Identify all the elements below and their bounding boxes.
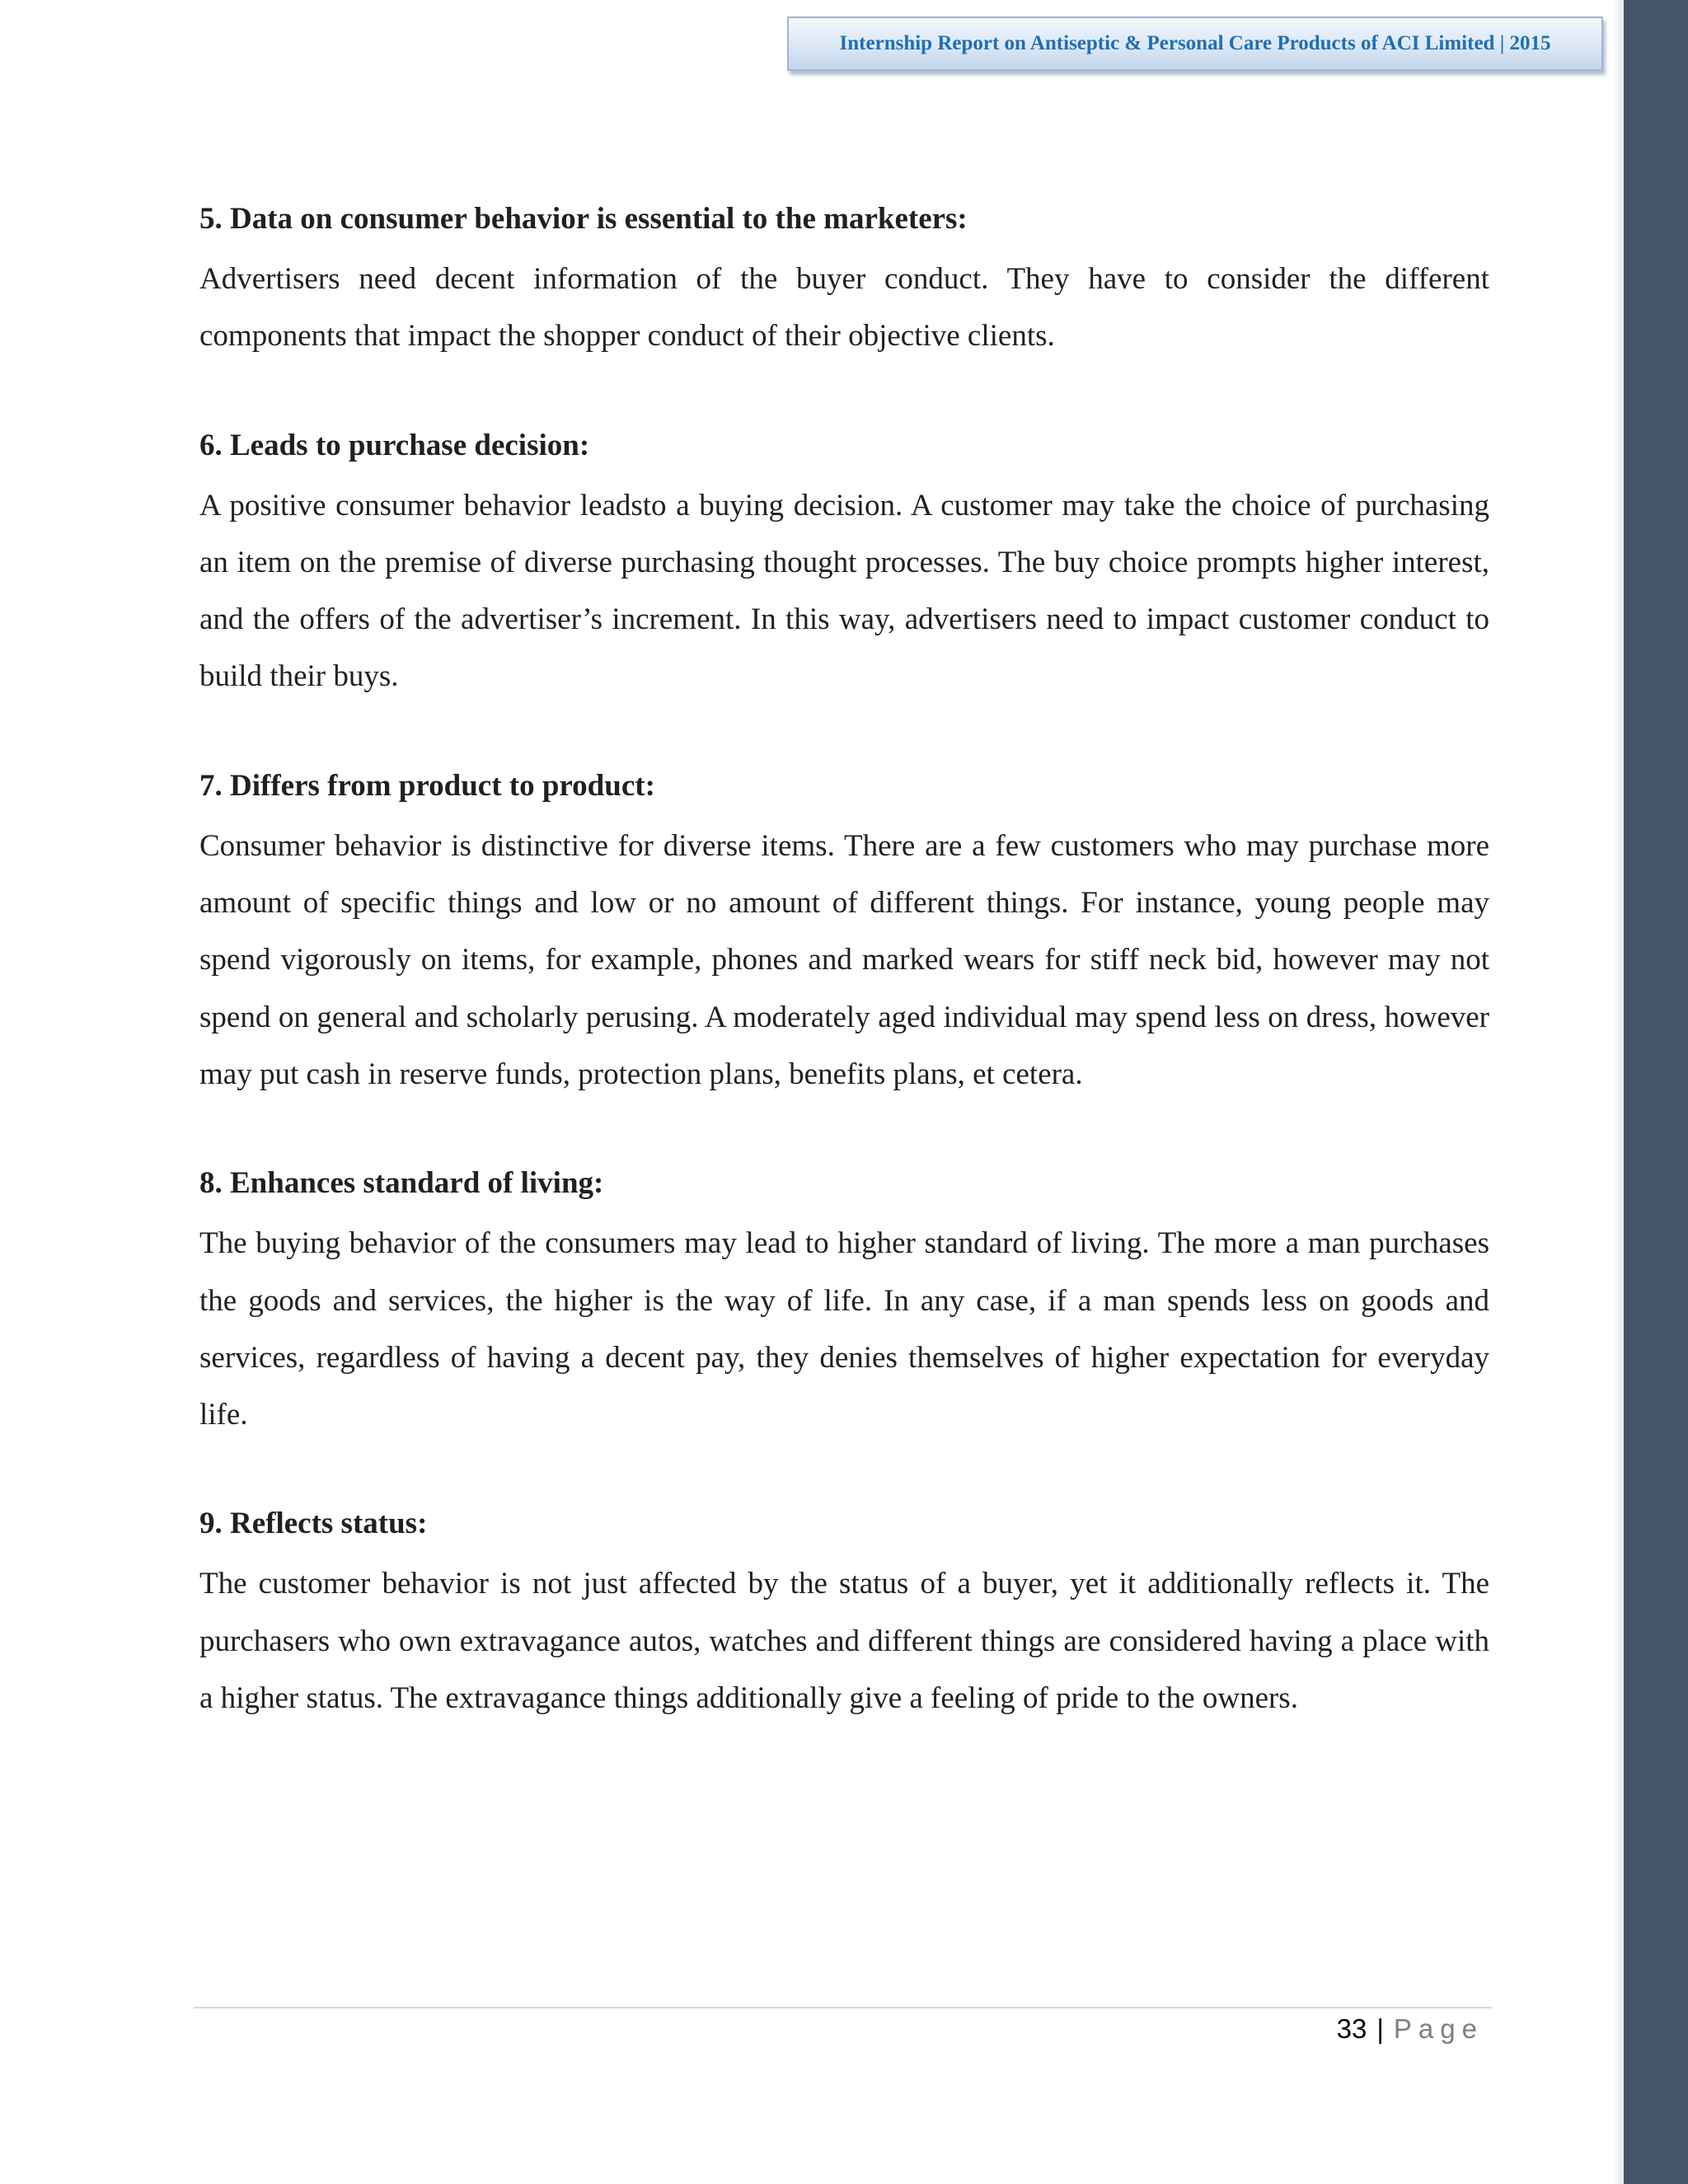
section-reflects-status [199, 1499, 1489, 1727]
section-paragraph: Advertisers need decent information of the buyer conduct. They have to consider the different components that impact the shopper conduct of their objective clients. [199, 262, 1489, 354]
sidebar-shadow [1612, 0, 1624, 2184]
section-purchase-decision [199, 421, 1489, 705]
page-side-bar [1624, 0, 1688, 2184]
section-heading: 9. Reflects status: [199, 1507, 428, 1541]
section-paragraph: Consumer behavior is distinctive for diverse items. There are a few customers who may purchase more amount of specific things and low or no amount of different things. For instance, young people may spend vigorously on items, for example, phones and marked wears for stiff neck bid, however may not spend on general and scholarly perusing. A moderately aged individual may spend less on dress, however may put cash in reserve funds, protection plans, benefits plans, et cetera. [199, 828, 1489, 1091]
page-number: 33 [1336, 2013, 1367, 2044]
section-heading: 8. Enhances standard of living: [199, 1166, 604, 1201]
section-heading: 7. Differs from product to product: [199, 768, 655, 803]
footer-divider [194, 2007, 1492, 2008]
section-standard-of-living [199, 1159, 1489, 1443]
header-title: Internship Report on Antiseptic & Personal Care Products of ACI Limited | 2015 [839, 32, 1551, 54]
page-footer [1337, 2013, 1484, 2046]
section-differs-product [199, 762, 1489, 1103]
footer-separator: | [1376, 2013, 1384, 2044]
page-label: Page [1393, 2013, 1484, 2044]
section-paragraph: A positive consumer behavior leadsto a buying decision. A customer may take the choice of purchasing an item on the premise of diverse purchasing thought processes. The buy choice prompts higher interest, and the offers of the advertiser’s increment. In this way, advertisers need to impact customer conduct to build their buys. [199, 488, 1489, 694]
section-heading: 5. Data on consumer behavior is essential to the marketers: [199, 202, 968, 236]
running-header [787, 16, 1603, 71]
section-paragraph: The buying behavior of the consumers may lead to higher standard of living. The more a man purchases the goods and services, the higher is the way of life. In any case, if a man spends less on goods and services, regardless of having a decent pay, they denies themselves of higher expectation for everyday life. [199, 1226, 1489, 1432]
document-body [199, 194, 1489, 1783]
section-data-essential [199, 194, 1489, 365]
section-heading: 6. Leads to purchase decision: [199, 428, 590, 462]
section-paragraph: The customer behavior is not just affected by the status of a buyer, yet it additionally reflects it. The purchasers who own extravagance autos, watches and different things are considered having a place with a higher status. The extravagance things additionally give a feeling of pride to the owners. [199, 1567, 1489, 1716]
